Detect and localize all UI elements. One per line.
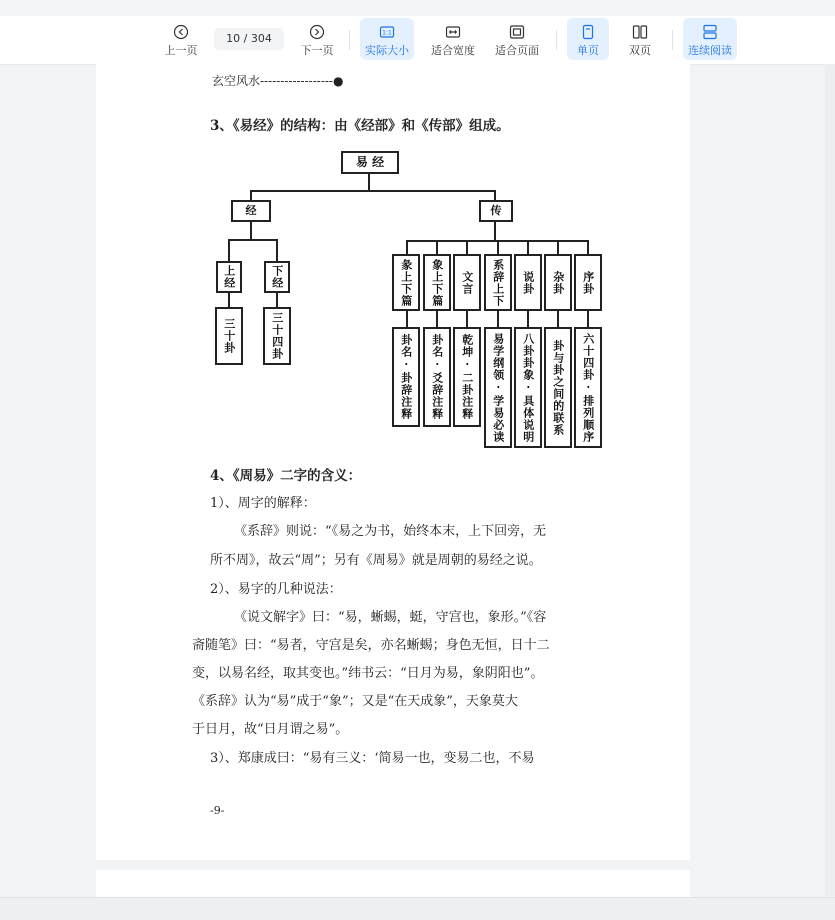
connector [276, 239, 278, 261]
node-shangjing: 上经 [216, 261, 242, 293]
single-page-button[interactable] [567, 18, 609, 60]
node-wenyan: 文言 [453, 254, 481, 311]
connector [497, 311, 499, 327]
node-tuan: 彖上下篇 [392, 254, 420, 311]
next-page-label: 下一页 [300, 44, 334, 57]
connector [557, 311, 559, 327]
node-root: 易 经 [341, 151, 399, 174]
section-3-heading: 3、《易经》的结构：由《经部》和《传部》组成。 [210, 118, 510, 134]
fit-width-icon [445, 24, 461, 40]
toolbar-divider [556, 30, 557, 50]
paragraph-line: 《系辞》认为“易”成于“象”；又是“在天成象”，天象莫大 [192, 694, 518, 709]
node-shuogua-desc: 八卦卦象·具体说明 [514, 327, 542, 448]
continuous-read-label: 连续阅读 [688, 44, 732, 57]
connector [527, 240, 529, 254]
node-xiang: 象上下篇 [423, 254, 451, 311]
connector [466, 240, 468, 254]
continuous-read-button[interactable] [683, 18, 737, 60]
double-page-button[interactable] [619, 18, 661, 60]
window-top-strip [0, 0, 835, 16]
node-zagua: 杂卦 [544, 254, 572, 311]
paragraph-line: 斋随笔》曰：“易者，守宫是矣，亦名蜥蜴；身色无恒，日十二 [192, 638, 550, 653]
paragraph-line: 所不周》，故云“周”；另有《周易》就是周朝的易经之说。 [210, 553, 542, 568]
node-zagua-desc: 卦与卦之间的联系 [544, 327, 572, 448]
connector [406, 240, 408, 254]
connector [228, 239, 230, 261]
subsection-2-heading: 2）、易字的几种说法： [210, 582, 342, 597]
chevron-left-circle-icon [173, 24, 189, 40]
connector [436, 240, 438, 254]
connector [250, 222, 252, 240]
actual-size-button[interactable] [360, 18, 414, 60]
fit-page-label: 适合页面 [495, 44, 539, 57]
node-xiang-desc: 卦名·爻辞注释 [423, 327, 451, 427]
node-xiajing-desc: 三十四卦 [263, 307, 291, 365]
svg-text:1:1: 1:1 [382, 29, 392, 37]
document-page [96, 64, 690, 860]
connector [228, 293, 230, 307]
single-page-icon [580, 24, 596, 40]
node-xugua-desc: 六十四卦·排列顺序 [574, 327, 602, 448]
node-tuan-desc: 卦名·卦辞注释 [392, 327, 420, 427]
connector [494, 190, 496, 200]
page-indicator[interactable] [214, 28, 284, 50]
connector [466, 311, 468, 327]
page-current-input[interactable]: 10 [226, 32, 241, 45]
connector [276, 293, 278, 307]
prev-page-label: 上一页 [164, 44, 198, 57]
prev-page-button[interactable] [160, 18, 202, 60]
connector [250, 190, 252, 200]
node-xici-desc: 易学纲领·学易必读 [484, 327, 512, 448]
paragraph-line: 变，以易名经，取其变也。”纬书云：“日月为易，象阴阳也”。 [192, 666, 544, 681]
node-zhuan: 传 [479, 200, 513, 222]
fit-width-label: 适合宽度 [431, 44, 475, 57]
connector [228, 239, 278, 241]
fit-page-icon [509, 24, 525, 40]
connector [250, 190, 496, 192]
node-xici: 系辞上下 [484, 254, 512, 311]
paragraph-line: 《说文解字》曰：“易，蜥蜴，蜓，守宫也，象形。”《容 [234, 610, 547, 625]
node-shuogua: 说卦 [514, 254, 542, 311]
next-document-page [96, 870, 690, 900]
fit-width-button[interactable] [426, 18, 480, 60]
subsection-1-heading: 1）、周字的解释： [210, 496, 316, 511]
page-number: -9- [210, 804, 225, 817]
actual-size-label: 实际大小 [365, 44, 409, 57]
connector [494, 222, 496, 240]
toolbar-divider [349, 30, 350, 50]
single-page-label: 单页 [577, 44, 599, 57]
paragraph-line: 于日月，故“日月谓之易”。 [192, 722, 349, 737]
continuous-read-icon [702, 24, 718, 40]
section-4-heading: 4、《周易》二字的含义： [210, 468, 362, 484]
connector [587, 240, 589, 254]
node-wenyan-desc: 乾坤·二卦注释 [453, 327, 481, 427]
next-page-button[interactable] [296, 18, 338, 60]
double-page-label: 双页 [629, 44, 651, 57]
connector [557, 240, 559, 254]
double-page-icon [632, 24, 648, 40]
connector [406, 311, 408, 327]
node-xiajing: 下经 [264, 261, 290, 293]
node-shangjing-desc: 三十卦 [215, 307, 243, 365]
connector [436, 311, 438, 327]
chevron-right-circle-icon [309, 24, 325, 40]
connector [497, 240, 499, 254]
page-header-line: 玄空风水------------------● [212, 74, 344, 88]
actual-size-icon [379, 24, 395, 40]
reader-toolbar [0, 16, 835, 65]
page-total: / 304 [240, 32, 272, 45]
paragraph-line: 3）、郑康成曰：“易有三义：‘简易一也，变易二也，不易 [210, 751, 535, 766]
vertical-scrollbar[interactable] [825, 64, 835, 896]
toolbar-divider [672, 30, 673, 50]
node-xugua: 序卦 [574, 254, 602, 311]
node-jing: 经 [231, 200, 271, 222]
fit-page-button[interactable] [490, 18, 544, 60]
paragraph-line: 《系辞》则说：“《易之为书，始终本末，上下回旁，无 [234, 524, 547, 539]
connector [527, 311, 529, 327]
bottom-bar [0, 897, 835, 920]
connector [587, 311, 589, 327]
